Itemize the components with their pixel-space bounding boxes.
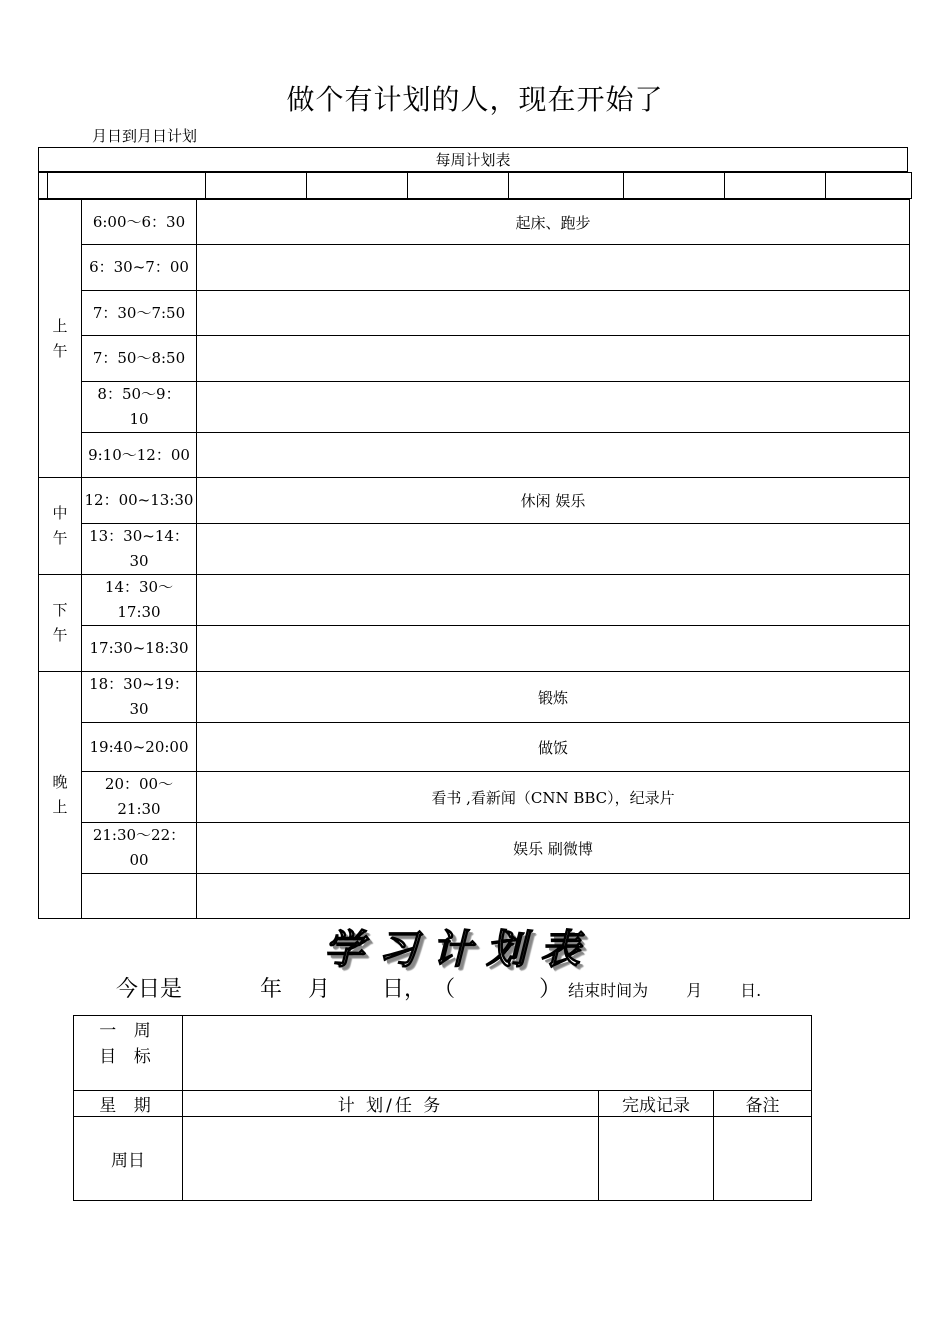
activity-cell — [197, 524, 910, 575]
header-cell — [826, 173, 912, 199]
weekly-header-row — [38, 172, 912, 199]
activity-cell: 娱乐 刷微博 — [197, 823, 910, 874]
study-plan-table — [73, 1015, 812, 1201]
header-cell — [307, 173, 408, 199]
time-cell: 6：30~7：00 — [82, 245, 197, 291]
time-cell: 13：30~14： 30 — [82, 524, 197, 575]
today-is-label: 今日是 — [116, 977, 183, 1002]
end-time-label: 结束时间为 — [568, 981, 649, 1000]
activity-cell: 做饭 — [197, 723, 910, 772]
time-cell — [82, 874, 197, 919]
time-cell: 19:40~20:00 — [82, 723, 197, 772]
time-cell: 18：30~19： 30 — [82, 672, 197, 723]
weekly-schedule-table — [38, 199, 910, 919]
header-cell — [725, 173, 826, 199]
day-label: 日， — [382, 977, 427, 1002]
header-cell — [624, 173, 725, 199]
weekly-table-title: 每周计划表 — [38, 147, 908, 172]
time-cell: 20：00～ 21:30 — [82, 772, 197, 823]
page-title: 做个有计划的人，现在开始了 — [286, 83, 664, 116]
date-range-subtitle: 月日到月日计划 — [92, 127, 198, 145]
activity-cell: 休闲 娱乐 — [197, 478, 910, 524]
end-day-label: 日. — [740, 981, 762, 1000]
period-morning: 上 午 — [39, 200, 82, 478]
task-header: 计 划/任 务 — [183, 1091, 599, 1117]
weekday-header: 星 期 — [74, 1091, 183, 1117]
end-month-label: 月 — [686, 981, 703, 1000]
header-cell — [39, 173, 48, 199]
time-cell: 17:30~18:30 — [82, 626, 197, 672]
activity-cell — [197, 626, 910, 672]
study-plan-title: 学习计划表 — [324, 927, 594, 973]
header-cell — [206, 173, 307, 199]
activity-cell — [197, 382, 910, 433]
week-goal-field[interactable] — [183, 1016, 812, 1091]
weekday-cell: 周日 — [74, 1117, 183, 1201]
record-cell[interactable] — [599, 1117, 714, 1201]
time-cell: 14：30～ 17:30 — [82, 575, 197, 626]
open-paren: （ — [433, 977, 456, 1002]
activity-cell — [197, 291, 910, 336]
period-afternoon: 下 午 — [39, 575, 82, 672]
time-cell: 7：50～8:50 — [82, 336, 197, 382]
week-goal-label: 一 周 目 标 — [74, 1016, 183, 1091]
activity-cell — [197, 245, 910, 291]
notes-header: 备注 — [714, 1091, 812, 1117]
header-cell — [48, 173, 206, 199]
activity-cell: 锻炼 — [197, 672, 910, 723]
activity-cell: 看书 ,看新闻（CNN BBC），纪录片 — [197, 772, 910, 823]
study-date-line — [116, 972, 761, 1003]
activity-cell — [197, 575, 910, 626]
time-cell: 6:00～6：30 — [82, 200, 197, 245]
activity-cell: 起床、跑步 — [197, 200, 910, 245]
task-cell[interactable] — [183, 1117, 599, 1201]
year-label: 年 — [260, 977, 283, 1002]
time-cell: 7：30～7:50 — [82, 291, 197, 336]
time-cell: 9:10～12：00 — [82, 433, 197, 478]
time-cell: 12：00~13:30 — [82, 478, 197, 524]
period-noon: 中 午 — [39, 478, 82, 575]
header-cell — [408, 173, 509, 199]
period-evening: 晚 上 — [39, 672, 82, 919]
record-header: 完成记录 — [599, 1091, 714, 1117]
month-label: 月 — [308, 977, 331, 1002]
time-cell: 21:30～22： 00 — [82, 823, 197, 874]
activity-cell — [197, 433, 910, 478]
activity-cell — [197, 874, 910, 919]
time-cell: 8：50～9： 10 — [82, 382, 197, 433]
close-paren: ） — [539, 977, 562, 1002]
notes-cell[interactable] — [714, 1117, 812, 1201]
activity-cell — [197, 336, 910, 382]
header-cell — [509, 173, 624, 199]
